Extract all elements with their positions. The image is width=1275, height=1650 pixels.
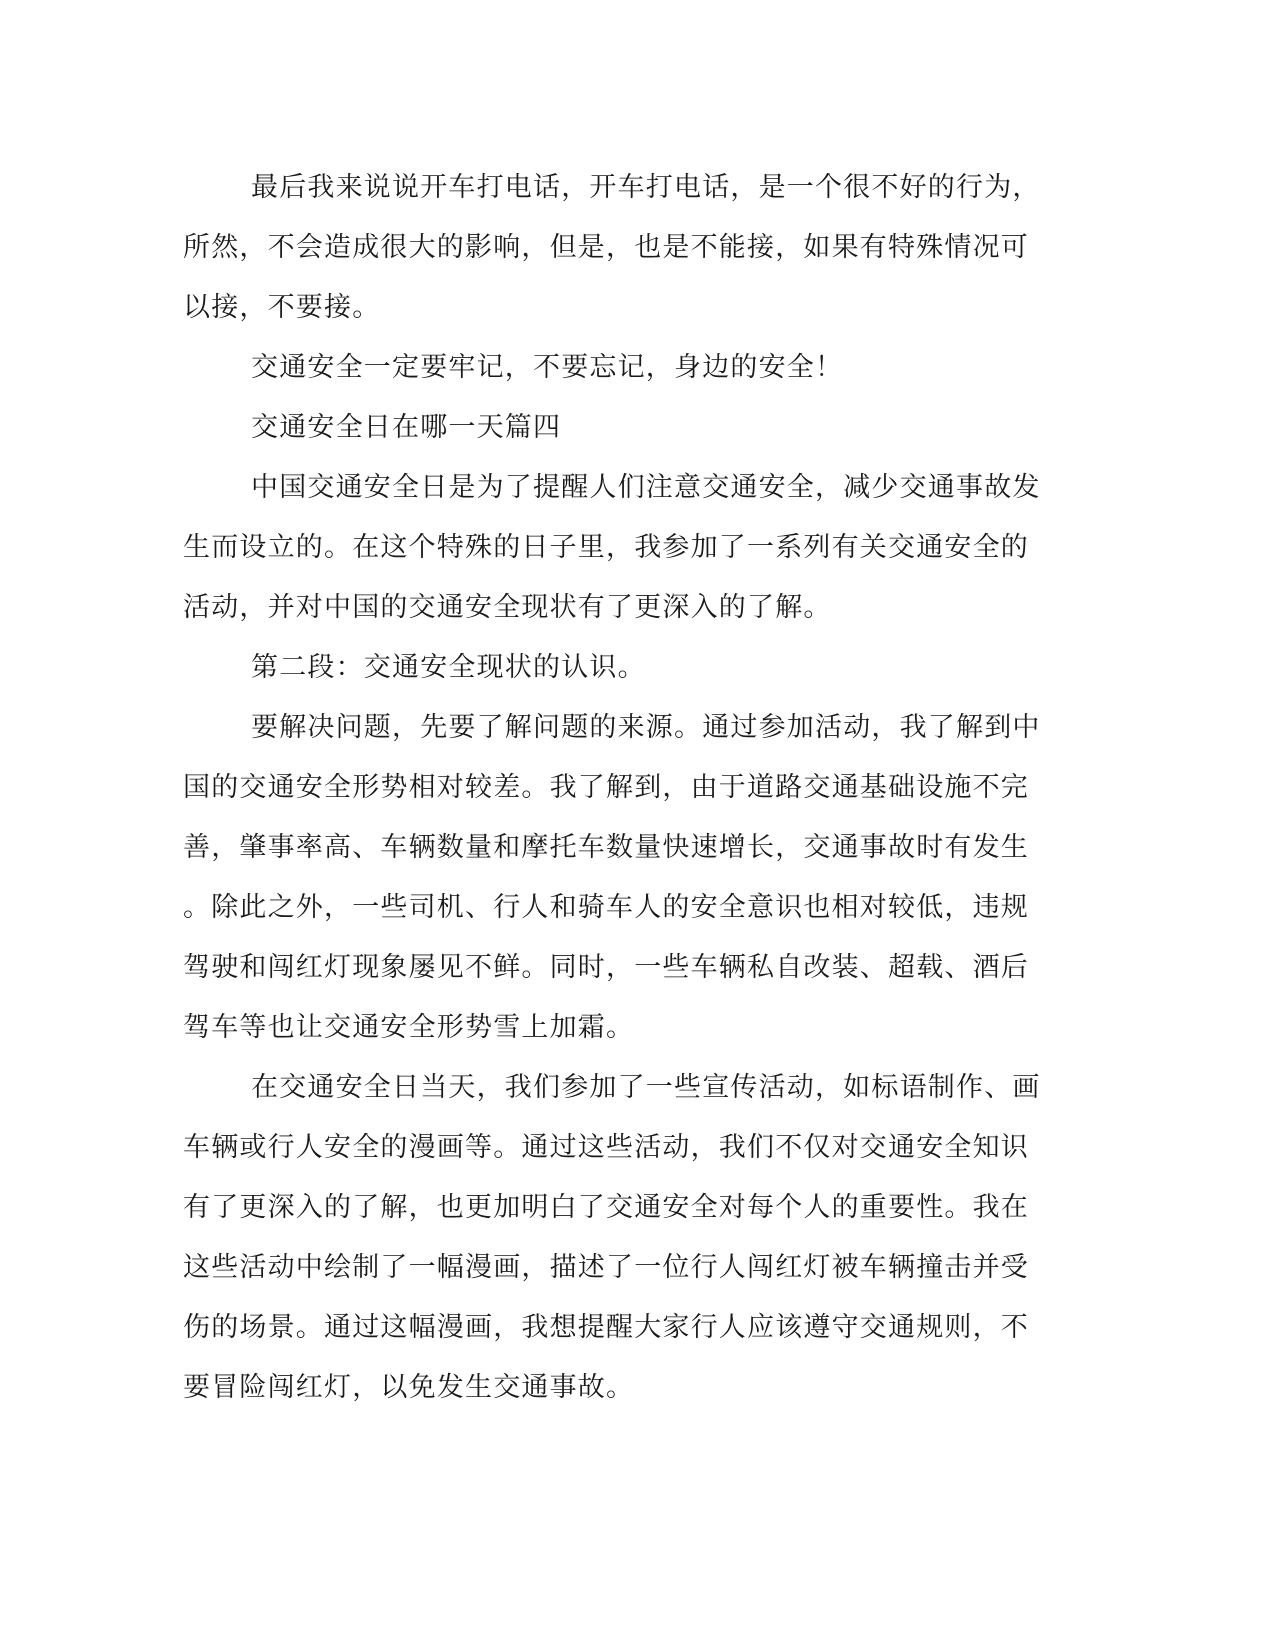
- paragraph-line: 伤的场景。通过这幅漫画，我想提醒大家行人应该遵守交通规则，不: [183, 1312, 1029, 1343]
- paragraph-line: 要解决问题，先要了解问题的来源。通过参加活动，我了解到中: [251, 712, 1041, 743]
- paragraph-line: 活动，并对中国的交通安全现状有了更深入的了解。: [183, 592, 832, 623]
- paragraph-line: 在交通安全日当天，我们参加了一些宣传活动，如标语制作、画: [251, 1072, 1041, 1103]
- paragraph-line: 交通安全一定要牢记，不要忘记，身边的安全！: [251, 352, 844, 383]
- paragraph-line: 国的交通安全形势相对较差。我了解到，由于道路交通基础设施不完: [183, 772, 1029, 803]
- paragraph-line: 驾驶和闯红灯现象屡见不鲜。同时，一些车辆私自改装、超载、酒后: [183, 952, 1029, 983]
- section-heading: 交通安全日在哪一天篇四: [251, 412, 562, 443]
- paragraph-line: 驾车等也让交通安全形势雪上加霜。: [183, 1012, 635, 1043]
- paragraph-line: 。除此之外，一些司机、行人和骑车人的安全意识也相对较低，违规: [183, 892, 1029, 923]
- paragraph-line: 要冒险闯红灯，以免发生交通事故。: [183, 1372, 635, 1403]
- subsection-heading: 第二段：交通安全现状的认识。: [251, 652, 646, 683]
- paragraph-line: 以接，不要接。: [183, 292, 381, 323]
- paragraph-line: 中国交通安全日是为了提醒人们注意交通安全，减少交通事故发: [251, 472, 1041, 503]
- paragraph-line: 善，肇事率高、车辆数量和摩托车数量快速增长，交通事故时有发生: [183, 832, 1029, 863]
- document-body: [183, 158, 1043, 1418]
- paragraph-line: 最后我来说说开车打电话，开车打电话，是一个很不好的行为，: [251, 172, 1041, 203]
- paragraph-line: 这些活动中绘制了一幅漫画，描述了一位行人闯红灯被车辆撞击并受: [183, 1252, 1029, 1283]
- paragraph-line: 所然，不会造成很大的影响，但是，也是不能接，如果有特殊情况可: [183, 232, 1029, 263]
- paragraph-line: 生而设立的。在这个特殊的日子里，我参加了一系列有关交通安全的: [183, 532, 1029, 563]
- paragraph-line: 有了更深入的了解，也更加明白了交通安全对每个人的重要性。我在: [183, 1192, 1029, 1223]
- paragraph-line: 车辆或行人安全的漫画等。通过这些活动，我们不仅对交通安全知识: [183, 1132, 1029, 1163]
